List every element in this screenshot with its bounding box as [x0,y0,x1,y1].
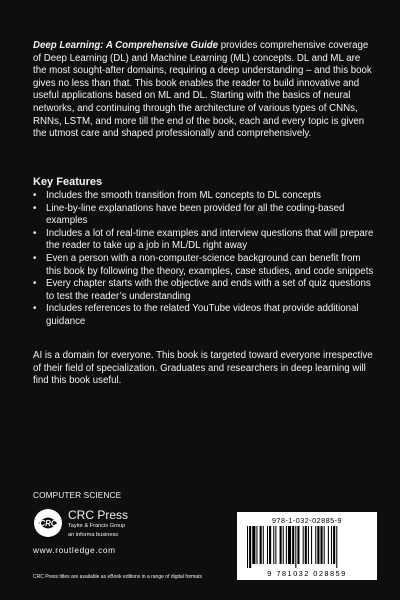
bullet-icon: • [33,278,37,290]
list-item [33,190,378,203]
list-item [33,303,378,328]
publisher-name: CRC Press [68,508,129,522]
book-title: Deep Learning: A Comprehensive Guide [33,40,218,51]
barcode-bars [245,526,369,568]
closing-paragraph: AI is a domain for everyone. This book is targeted toward everyone irrespective of their field of specialization. Graduates and researchers in deep learning will find this book useful. [33,350,373,387]
crc-logo-icon [33,508,63,538]
list-item [33,253,378,278]
barcode-digits: 9 781032 028859 [267,569,347,578]
feature-text: Even a person with a non-computer-science background can benefit from this book by following the theory, examples, case studies, and code snippets [46,252,374,277]
bullet-icon: • [33,202,37,214]
list-item [33,203,378,228]
list-item [33,228,378,253]
feature-text: Includes references to the related YouTube videos that provide additional guidance [46,303,359,327]
publisher-website: www.routledge.com [33,545,116,555]
isbn-number: 978-1-032-02885-9 [271,516,343,525]
bullet-icon: • [33,190,37,201]
feature-text: Line-by-line explanations have been provided for all the coding-based examples [46,202,345,227]
key-features-heading: Key Features [33,176,103,188]
list-item [33,278,378,303]
publisher-group: Taylor & Francis Group [68,523,126,529]
intro-text: provides comprehensive coverage of Deep Learning (DL) and Machine Learning (ML) concepts. DL and ML are the most sought-after domains, requiring a deep understanding – and this book gives no less than that. This book enables the reader to build innovative and useful applications based on ML and DL. Starting with the basics of neural networks, and continuing through the architecture of various types of CNNs, RNNs, LSTM, and more till the end of the book, each and every topic is given the utmost care and shaped professionally and comprehensively. [33,40,372,140]
subject-category: COMPUTER SCIENCE [33,490,122,500]
feature-text: Includes the smooth transition from ML concepts to DL concepts [46,190,321,201]
bullet-icon: • [33,303,37,315]
isbn-barcode [237,512,377,580]
publisher-tagline: an informa business [68,531,119,538]
feature-text: Includes a lot of real-time examples and interview questions that will prepare the reader to take up a job in ML/DL right away [46,227,374,252]
bullet-icon: • [33,227,37,239]
ebook-footnote: CRC Press titles are available as eBook editions in a range of digital formats [33,574,202,580]
feature-text: Every chapter starts with the objective and ends with a set of quiz questions to test the reader’s understanding [46,278,371,302]
logo-text: CRC [39,519,57,528]
intro-paragraph [33,40,373,141]
key-features-list [33,190,378,329]
publisher-block [68,509,128,538]
bullet-icon: • [33,252,37,264]
